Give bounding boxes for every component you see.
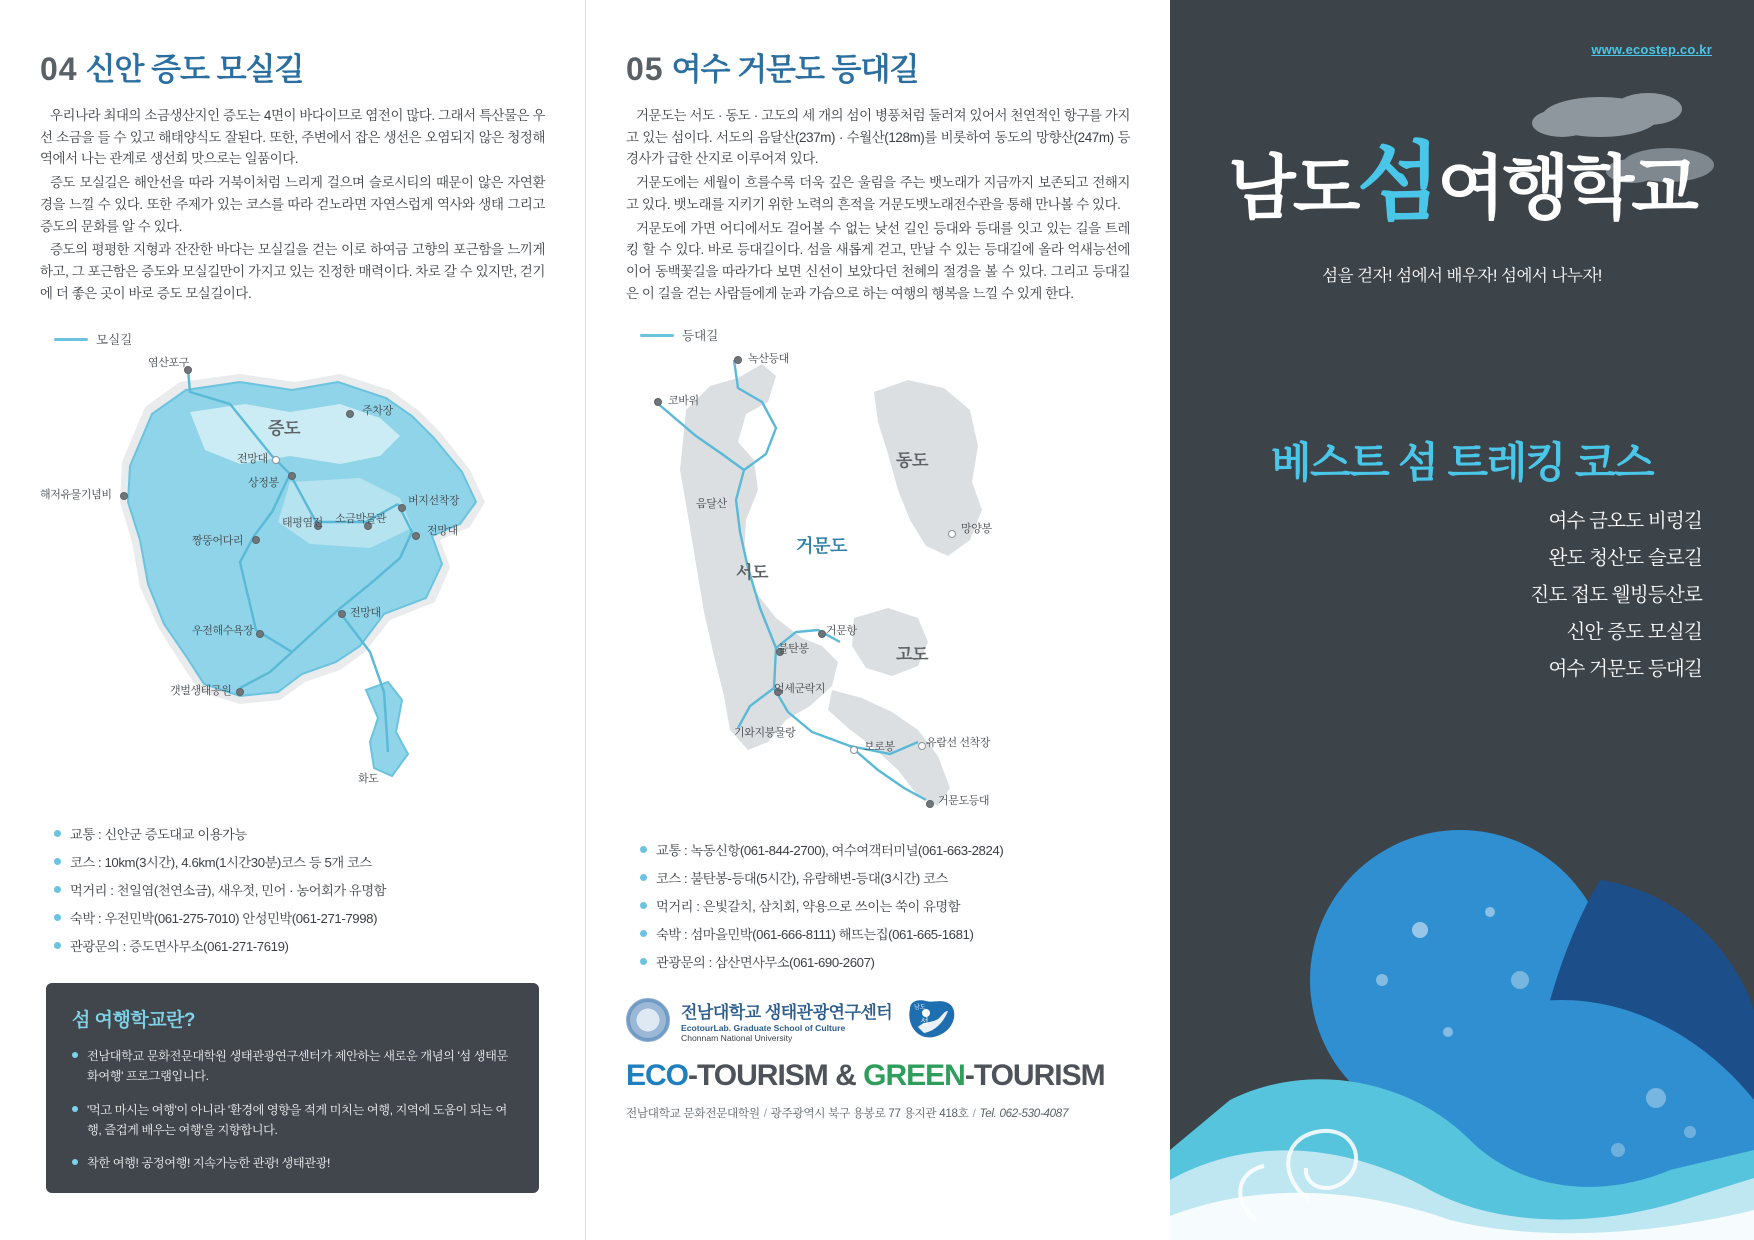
section-title: 신안 증도 모실길	[85, 52, 304, 87]
course-item[interactable]: 진도 접도 웰빙등산로	[1530, 584, 1702, 606]
map-label: 버지선착장	[408, 495, 460, 508]
ampersand: &	[827, 1059, 864, 1093]
phone-number: Tel. 062-530-4087	[979, 1107, 1069, 1121]
logo-row	[626, 997, 1130, 1043]
info-text: 코스 : 불탄봉-등대(5시간), 유람해변-등대(3시간) 코스	[656, 871, 948, 887]
course-item[interactable]: 신안 증도 모실길	[1566, 621, 1702, 643]
map-label: 우전해수욕장	[192, 625, 254, 638]
map-label: 염산포구	[148, 357, 189, 370]
info-text: 코스 : 10km(3시간), 4.6km(1시간30분)코스 등 5개 코스	[70, 855, 372, 871]
course-item[interactable]: 여수 금오도 비렁길	[1548, 510, 1702, 532]
map-label: 소금박물관	[335, 513, 387, 526]
map-label: 보로봉	[864, 741, 895, 754]
section-title: 여수 거문도 등대길	[671, 52, 919, 87]
map-label-island: 고도	[896, 645, 929, 665]
bullet-icon	[640, 958, 647, 965]
bullet-icon	[54, 830, 61, 837]
tourism-word-2: -TOURISM	[964, 1059, 1105, 1093]
website-url-link[interactable]: www.ecostep.co.kr	[1591, 42, 1712, 57]
address-separator: /	[763, 1107, 767, 1121]
info-row	[640, 924, 1130, 943]
svg-text:섬: 섬	[920, 1017, 929, 1028]
jnu-name-ko: 전남대학교 생태관광연구센터	[681, 1002, 893, 1022]
info-text: 숙박 : 섬마을민박(061-666-8111) 해뜨는집(061-665-1681)	[656, 927, 974, 943]
map-label: 전망대	[350, 607, 381, 620]
callout-text: '먹고 마시는 여행'이 아니라 '환경에 영향을 적게 미치는 여행, 지역에 도움이 되는 여행, 즐겁게 배우는 여행'을 지향합니다.	[87, 1102, 507, 1137]
map-label: 음달산	[696, 498, 727, 511]
info-text: 먹거리 : 은빛갈치, 삼치회, 약용으로 쓰이는 쑥이 유명함	[656, 899, 961, 915]
callout-row	[72, 1046, 513, 1086]
map-geomundo	[626, 350, 1130, 830]
logo-jnu-ecotourlab	[626, 998, 892, 1043]
info-text: 숙박 : 우전민박(061-275-7010) 안성민박(061-271-7998)	[70, 911, 378, 927]
map-label: 화도	[358, 773, 379, 786]
info-row	[640, 868, 1130, 887]
map-label: 유람선 선착장	[926, 737, 991, 750]
callout-row	[72, 1100, 513, 1140]
wave-decoration	[1170, 680, 1754, 1240]
map-label: 거문항	[826, 625, 857, 638]
map-label: 망양봉	[961, 523, 992, 536]
map-label: 녹산등대	[748, 353, 789, 366]
section-number: 04	[40, 51, 78, 87]
map-label: 억세군락지	[774, 683, 826, 696]
info-row	[640, 952, 1130, 971]
eco-tourism-wordmark	[626, 1059, 1130, 1093]
bullet-icon	[640, 846, 647, 853]
bullet-icon	[54, 858, 61, 865]
logo-island-school	[906, 997, 958, 1043]
info-list-geomundo	[640, 840, 1130, 971]
brand-accent: 섬	[1357, 135, 1438, 231]
map-label-region: 거문도	[796, 536, 847, 557]
bullet-icon	[54, 914, 61, 921]
route-line-swatch	[54, 338, 88, 341]
course-item[interactable]: 완도 청산도 슬로길	[1548, 547, 1702, 569]
island-school-logo-icon	[906, 997, 958, 1043]
callout-island-school	[46, 983, 539, 1193]
info-list-jeungdo	[54, 824, 545, 955]
map-label: 불탄봉	[778, 643, 809, 656]
bullet-icon	[72, 1052, 78, 1058]
map-jeungdo	[40, 352, 545, 802]
map-label-island: 서도	[736, 563, 769, 583]
map-label: 거문도등대	[938, 795, 990, 808]
jnu-name-en-2: Chonnam National University	[681, 1032, 793, 1043]
info-row	[54, 936, 545, 955]
legend-label: 등대길	[682, 329, 719, 344]
bullet-icon	[640, 930, 647, 937]
map-label: 태평염전	[282, 517, 323, 530]
jnu-seal-icon	[626, 998, 670, 1042]
map-label: 코바위	[668, 395, 699, 408]
map-label: 전망대	[237, 453, 268, 466]
map-label: 해저유물기념비	[40, 489, 112, 502]
address-main: 전남대학교 문화전문대학원	[626, 1107, 760, 1121]
map-label: 주차장	[362, 405, 393, 418]
paragraph: 거문도에는 세월이 흐를수록 더욱 깊은 울림을 주는 뱃노래가 지금까지 보존되고 전해지고 있다. 뱃노래를 지키기 위한 노력의 흔적을 거문도뱃노래전수관을 통해 만나볼 수 있다.	[626, 175, 1130, 212]
map-label: 기와지붕물랑	[734, 727, 796, 740]
eco-word: ECO	[626, 1059, 689, 1093]
bullet-icon	[72, 1106, 78, 1112]
panel-cover	[1170, 0, 1754, 1240]
bullet-icon	[640, 874, 647, 881]
footer-address	[626, 1105, 1130, 1121]
map-label: 상정봉	[248, 477, 279, 490]
route-line-swatch	[640, 334, 674, 337]
bullet-icon	[640, 902, 647, 909]
map-label: 갯벌생태공원	[170, 685, 232, 698]
map-label-island: 증도	[268, 419, 301, 439]
best-courses-title: 베스트 섬 트레킹 코스	[1270, 439, 1654, 486]
bullet-icon	[54, 886, 61, 893]
info-text: 관광문의 : 삼산면사무소(061-690-2607)	[656, 955, 875, 971]
info-row	[640, 896, 1130, 915]
section-heading-05	[626, 44, 1130, 89]
map-legend-jeungdo	[54, 330, 545, 348]
paragraph: 거문도에 가면 어디에서도 걸어볼 수 없는 낮선 길인 등대와 등대를 잇고 있는 길을 트레킹 할 수 있다. 바로 등대길이다. 섬을 새롭게 걷고, 만날 수 있는 등대길에 올라 억새능선에 이어 동백꽃길을 따라가다 보면 신선이 보았다던 천혜의 절경을 볼 수 있다. 그리고 등대길은 이 길을 걷는 사람들에게 눈과 가슴으로 하는 여행의 행복을 느낄 수 있게 한다.	[626, 220, 1130, 301]
panel-geomundo	[585, 0, 1170, 1240]
info-row	[54, 908, 545, 927]
info-text: 관광문의 : 증도면사무소(061-271-7619)	[70, 939, 289, 955]
map-label: 짱뚱어다리	[192, 535, 244, 548]
callout-title: 섬 여행학교란?	[72, 1010, 196, 1032]
brand-subtitle: 섬을 걷자! 섬에서 배우자! 섬에서 나누자!	[1322, 267, 1602, 285]
legend-label: 모실길	[96, 333, 133, 348]
map-label-island: 동도	[896, 451, 929, 471]
section-number: 05	[626, 51, 664, 87]
info-row	[640, 840, 1130, 859]
brand-pre: 남도	[1228, 149, 1358, 227]
best-courses-list	[1530, 505, 1702, 690]
footer-logos	[626, 997, 1130, 1121]
brand-post: 여행학교	[1437, 149, 1696, 227]
map-legend-geomundo	[640, 326, 1130, 344]
tourism-word-1: -TOURISM	[688, 1059, 828, 1093]
bullet-icon	[72, 1159, 78, 1165]
section-heading-04	[40, 44, 545, 89]
panel-jeungdo	[0, 0, 585, 1240]
callout-row	[72, 1153, 513, 1173]
callout-text: 착한 여행! 공정여행! 지속가능한 관광! 생태관광!	[87, 1155, 330, 1170]
bullet-icon	[54, 942, 61, 949]
map-geomundo-svg	[626, 350, 1131, 830]
info-text: 교통 : 신안군 증도대교 이용가능	[70, 827, 247, 843]
paragraph: 우리나라 최대의 소금생산지인 증도는 4면이 바다이므로 염전이 많다. 그래서 특산물은 우선 소금을 들 수 있고 해태양식도 잘된다. 또한, 주변에서 잡은 생선은 오염되지 않은 청정해역에서 나는 관계로 생선회 맛으로는 일품이다.	[40, 108, 545, 167]
address-detail: 광주광역시 북구 용봉로 77 용지관 418호	[770, 1107, 969, 1121]
body-copy-geomundo	[626, 105, 1130, 304]
course-item[interactable]: 여수 거문도 등대길	[1548, 658, 1702, 680]
info-row	[54, 852, 545, 871]
address-separator: /	[972, 1107, 976, 1121]
jnu-name-en-1: EcotourLab. Graduate School of Culture	[681, 1022, 846, 1033]
map-label: 전망대	[427, 525, 458, 538]
info-row	[54, 880, 545, 899]
paragraph: 거문도는 서도 · 동도 · 고도의 세 개의 섬이 병풍처럼 둘러져 있어서 천연적인 항구를 가지고 있는 섬이다. 서도의 음달산(237m) · 수월산(128m)를 비롯하여 동도의 망향산(247m) 등 경사가 급한 산지로 이루어져 있다.	[626, 108, 1130, 167]
paragraph: 증도의 평평한 지형과 잔잔한 바다는 모실길을 걷는 이로 하여금 고향의 포근함을 느끼게 하고, 그 포근함은 증도와 모실길만이 가지고 있는 진정한 매력이다. 차로 갈 수 있지만, 걷기에 더 좋은 곳이 바로 증도 모실길이다.	[40, 242, 545, 301]
info-row	[54, 824, 545, 843]
svg-text:남도: 남도	[914, 1005, 926, 1012]
info-text: 먹거리 : 천일염(천연소금), 새우젓, 민어 · 농어회가 유명함	[70, 883, 387, 899]
info-text: 교통 : 녹동신항(061-844-2700), 여수여객터미널(061-663-2824)	[656, 843, 1004, 859]
brand-title	[1170, 135, 1754, 231]
body-copy-jeungdo	[40, 105, 545, 304]
callout-text: 전남대학교 문화전문대학원 생태관광연구센터가 제안하는 새로운 개념의 '섬 생태문화여행' 프로그램입니다.	[87, 1049, 508, 1084]
paragraph: 증도 모실길은 해안선을 따라 거북이처럼 느리게 걸으며 슬로시티의 때문이 않은 자연환경을 느낄 수 있다. 또한 주제가 있는 코스를 따라 걷노라면 자연스럽게 역사와 생태 그리고 증도의 문화를 알 수 있다.	[40, 175, 545, 234]
green-word: GREEN	[863, 1059, 965, 1093]
